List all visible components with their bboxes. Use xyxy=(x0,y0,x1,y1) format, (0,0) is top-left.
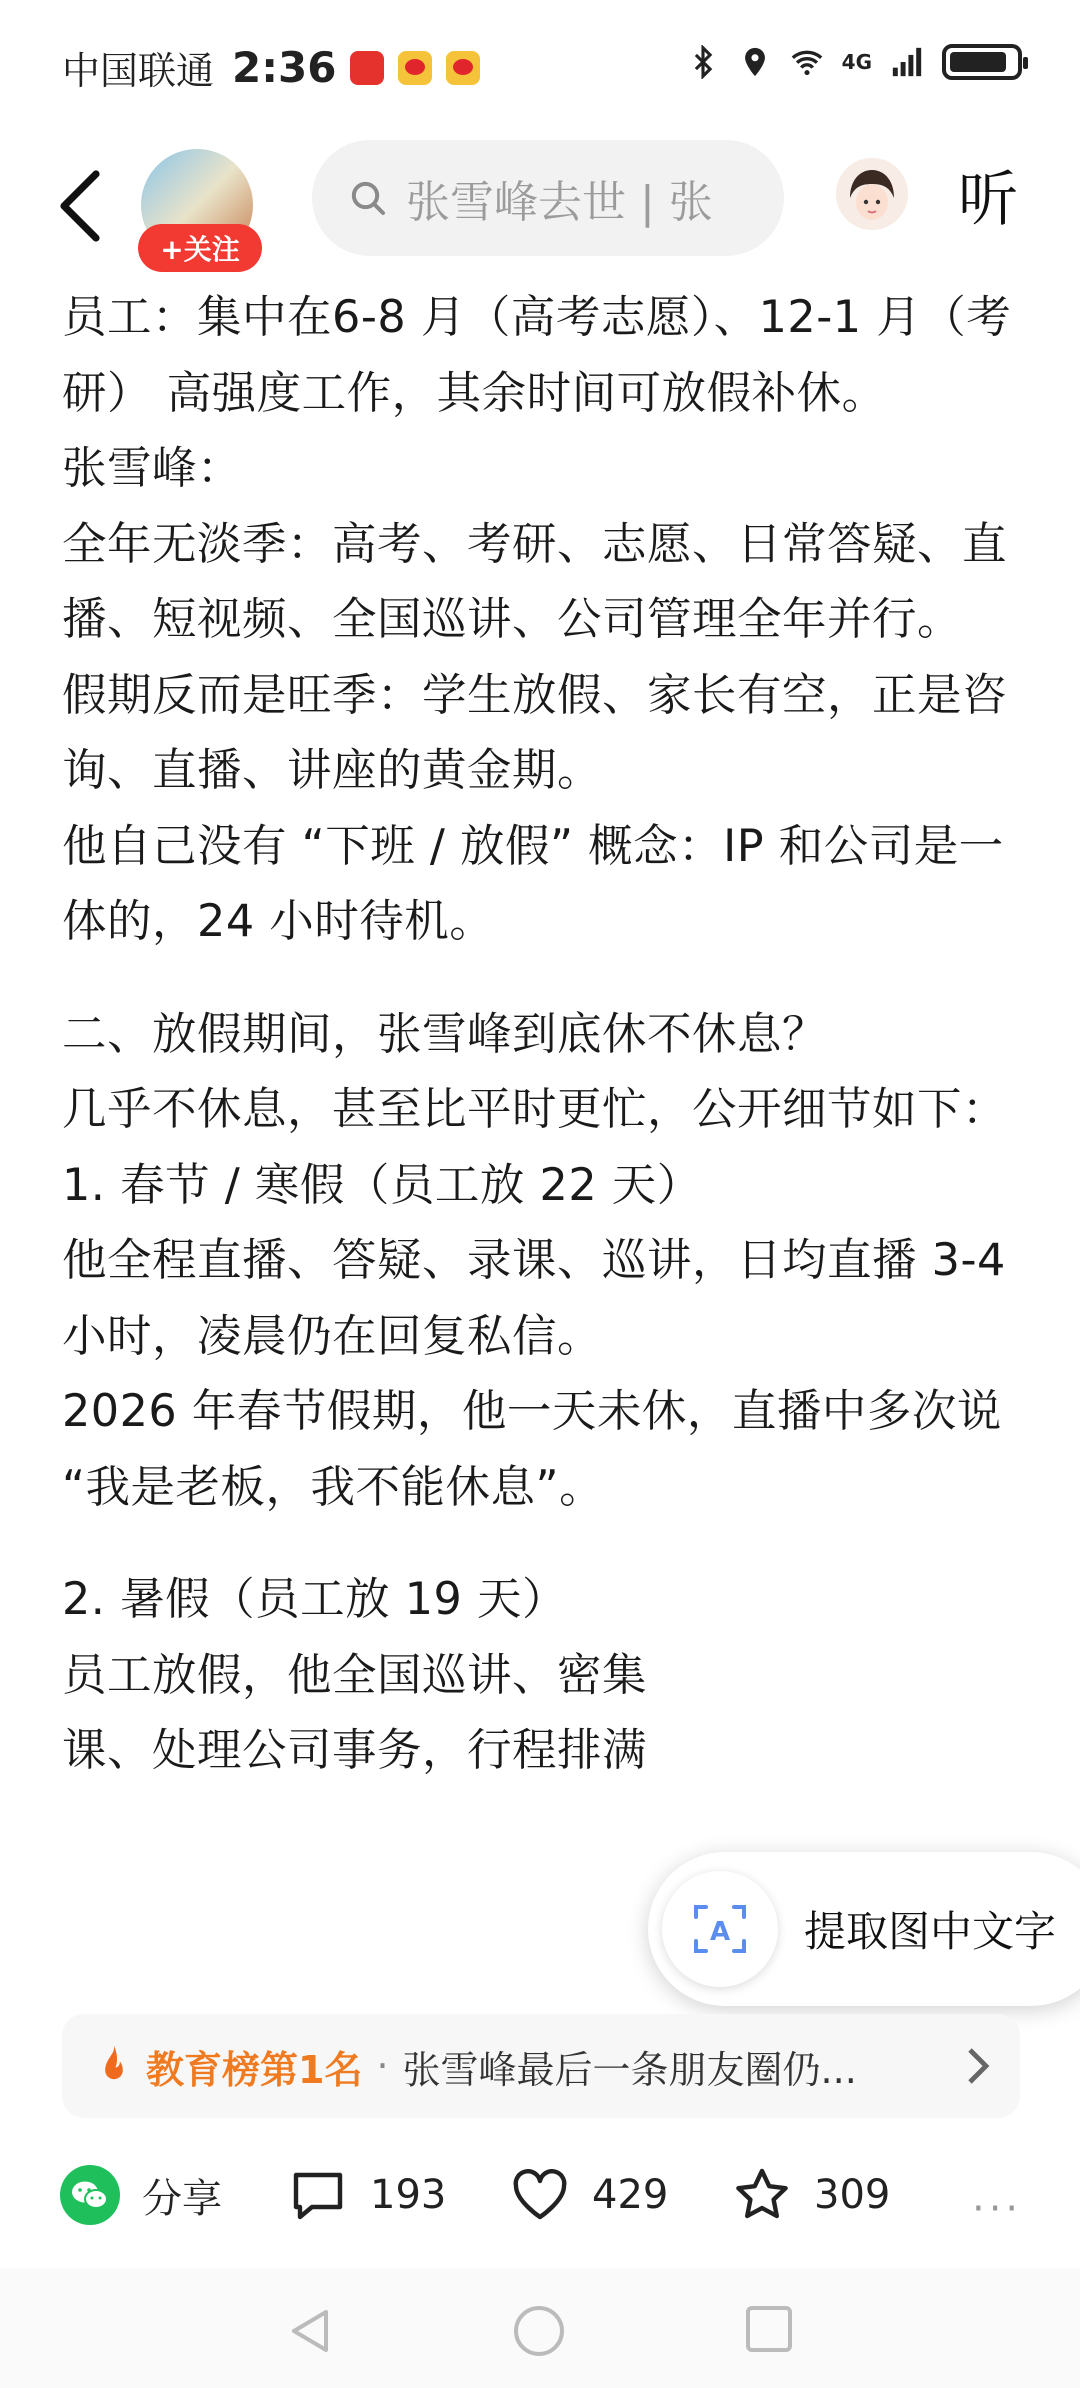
article-body xyxy=(62,280,1022,1789)
nav-recents-icon[interactable] xyxy=(746,2306,792,2352)
svg-text:A: A xyxy=(709,1917,731,1947)
location-icon xyxy=(738,45,772,79)
listen-button[interactable]: 听 xyxy=(958,165,1018,235)
hot-rank-banner[interactable] xyxy=(62,2014,1020,2118)
rank-title: 教育榜第1名 xyxy=(146,2047,363,2092)
article-paragraph: 员工：集中在6-8 月（高考志愿）、12-1 月（考研） 高强度工作，其余时间可放假补休。 xyxy=(62,292,1012,419)
comment-count: 193 xyxy=(370,2172,447,2218)
article-paragraph: 全年无淡季：高考、考研、志愿、日常答疑、直播、短视频、全国巡讲、公司管理全年并行。 xyxy=(62,518,1008,645)
chevron-right-icon xyxy=(966,2046,990,2086)
weibo-app-icon xyxy=(398,51,432,85)
like-count: 429 xyxy=(592,2172,669,2218)
paragraph-gap xyxy=(62,960,1022,997)
search-placeholder: 张雪峰去世 | 张 xyxy=(406,177,713,228)
bluetooth-icon xyxy=(686,45,720,79)
rank-separator: · xyxy=(376,2044,389,2088)
author-avatar-group[interactable] xyxy=(138,146,262,270)
more-options-icon[interactable]: ··· xyxy=(972,2186,1023,2232)
article-paragraph: 假期反而是旺季：学生放假、家长有空，正是咨询、直播、讲座的黄金期。 xyxy=(62,669,1008,796)
share-label: 分享 xyxy=(142,2175,222,2222)
comment-icon xyxy=(288,2165,348,2225)
search-icon xyxy=(348,178,388,218)
share-button[interactable] xyxy=(60,2160,222,2230)
back-arrow-icon[interactable] xyxy=(48,166,108,246)
like-button[interactable] xyxy=(510,2160,668,2230)
star-icon xyxy=(732,2165,792,2225)
article-paragraph: 张雪峰： xyxy=(62,443,243,494)
article-paragraph: 他自己没有 “下班 / 放假” 概念：IP 和公司是一体的，24 小时待机。 xyxy=(62,820,1004,947)
network-type: 4G xyxy=(841,50,872,74)
text-recognition-icon xyxy=(662,1871,778,1987)
favorite-count: 309 xyxy=(814,2172,891,2218)
favorite-button[interactable] xyxy=(732,2160,890,2230)
signal-icon xyxy=(890,45,924,79)
heart-icon xyxy=(510,2165,570,2225)
fire-icon xyxy=(96,2044,132,2088)
carrier-name: 中国联通 xyxy=(62,49,215,93)
article-paragraph: 几乎不休息，甚至比平时更忙，公开细节如下： xyxy=(62,1084,1008,1135)
nav-back-icon[interactable] xyxy=(286,2306,334,2356)
article-paragraph: 课、处理公司事务，行程排满 xyxy=(62,1725,648,1776)
huawei-app-icon xyxy=(350,51,384,85)
status-bar xyxy=(0,0,1080,130)
article-subheading: 1. 春节 / 寒假（员工放 22 天） xyxy=(62,1159,702,1211)
article-subheading: 2. 暑假（员工放 19 天） xyxy=(62,1574,568,1625)
wechat-icon xyxy=(60,2165,120,2225)
extract-text-button[interactable] xyxy=(648,1852,1080,2006)
status-time: 2:36 xyxy=(232,43,337,92)
action-bar xyxy=(0,2146,1080,2246)
article-paragraph: 2026 年春节假期，他一天未休，直播中多次说 “我是老板，我不能休息”。 xyxy=(62,1386,1002,1513)
article-paragraph: 他全程直播、答疑、录课、巡讲，日均直播 3-4 小时，凌晨仍在回复私信。 xyxy=(62,1235,1006,1362)
search-box[interactable] xyxy=(312,140,784,256)
follow-button[interactable]: +关注 xyxy=(138,224,262,272)
wifi-icon xyxy=(790,45,824,79)
system-nav-bar xyxy=(0,2268,1080,2388)
article-paragraph: 员工放假，他全国巡讲、密集 xyxy=(62,1649,648,1701)
comment-button[interactable] xyxy=(288,2160,446,2230)
nav-home-icon[interactable] xyxy=(514,2306,564,2356)
battery-icon xyxy=(942,44,1022,80)
top-nav xyxy=(0,130,1080,270)
paragraph-gap xyxy=(62,1525,1022,1562)
assistant-face-icon xyxy=(836,158,908,230)
extract-text-label: 提取图中文字 xyxy=(804,1907,1057,1956)
weibo-app-icon-2 xyxy=(446,51,480,85)
assistant-avatar[interactable] xyxy=(836,158,908,230)
rank-headline: 张雪峰最后一条朋友圈仍... xyxy=(402,2047,857,2092)
article-heading: 二、放假期间，张雪峰到底休不休息？ xyxy=(62,1008,828,1060)
